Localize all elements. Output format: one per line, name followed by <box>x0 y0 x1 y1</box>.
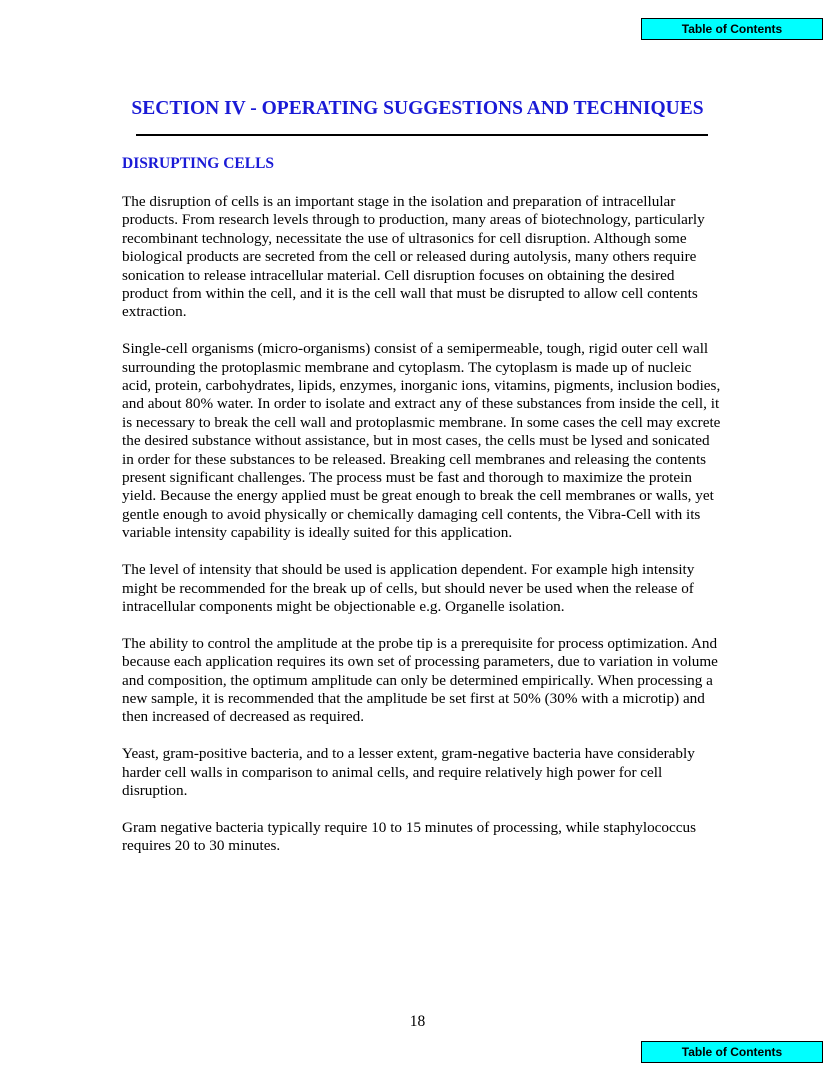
title-divider <box>136 134 708 136</box>
body-text <box>122 193 724 874</box>
table-of-contents-button-top[interactable]: Table of Contents <box>641 18 823 40</box>
paragraph: Yeast, gram-positive bacteria, and to a lesser extent, gram-negative bacteria have considerably harder cell walls in comparison to animal cells, and require relatively high power for cell disruption. <box>122 745 695 799</box>
page-number: 18 <box>409 1013 426 1030</box>
paragraph: Gram negative bacteria typically require 10 to 15 minutes of processing, while staphylococcus requires 20 to 30 minutes. <box>122 818 696 855</box>
section-subheading: DISRUPTING CELLS <box>122 155 275 172</box>
table-of-contents-button-bottom[interactable]: Table of Contents <box>641 1041 823 1063</box>
paragraph: The level of intensity that should be used is application dependent. For example high intensity might be recommended for the break up of cells, but should never be used when the release of intracellular components might be objectionable e.g. Organelle isolation. <box>122 561 695 615</box>
paragraph: Single-cell organisms (micro-organisms) consist of a semipermeable, tough, rigid outer cell wall surrounding the protoplasmic membrane and cytoplasm. The cytoplasm is made up of nucleic acid, protein, carbohydrates, lipids, enzymes, inorganic ions, vitamins, pigments, inclusion bodies, and about 80% water. In order to isolate and extract any of these substances from inside the cell, it is necessary to break the cell wall and protoplasmic membrane. In some cases the cell may excrete the desired substance without assistance, but in most cases, the cells must be lysed and sonicated in order for these substances to be released. Breaking cell membranes and releasing the contents present significant challenges. The process must be fast and thorough to maximize the protein yield. Because the energy applied must be great enough to break the cell membranes or walls, yet gentle enough to avoid physically or chemically damaging cell contents, the Vibra-Cell with its variable intensity capability is ideally suited for this application. <box>122 340 721 542</box>
paragraph: The ability to control the amplitude at the probe tip is a prerequisite for process optimization. And because each application requires its own set of processing parameters, due to variation in volume and composition, the optimum amplitude can only be determined empirically. When processing a new sample, it is recommended that the amplitude be set first at 50% (30% with a microtip) and then increased of decreased as required. <box>122 634 718 726</box>
section-title: SECTION IV - OPERATING SUGGESTIONS AND TECHNIQUES <box>131 98 704 119</box>
paragraph: The disruption of cells is an important stage in the isolation and preparation of intracellular products. From research levels through to production, many areas of biotechnology, particularly recombinant technology, necessitate the use of ultrasonics for cell disruption. Although some biological products are secreted from the cell or released during autolysis, many others require sonication to release intracellular material. Cell disruption focuses on obtaining the desired product from within the cell, and it is the cell wall that must be disrupted to allow cell contents extraction. <box>122 193 705 321</box>
